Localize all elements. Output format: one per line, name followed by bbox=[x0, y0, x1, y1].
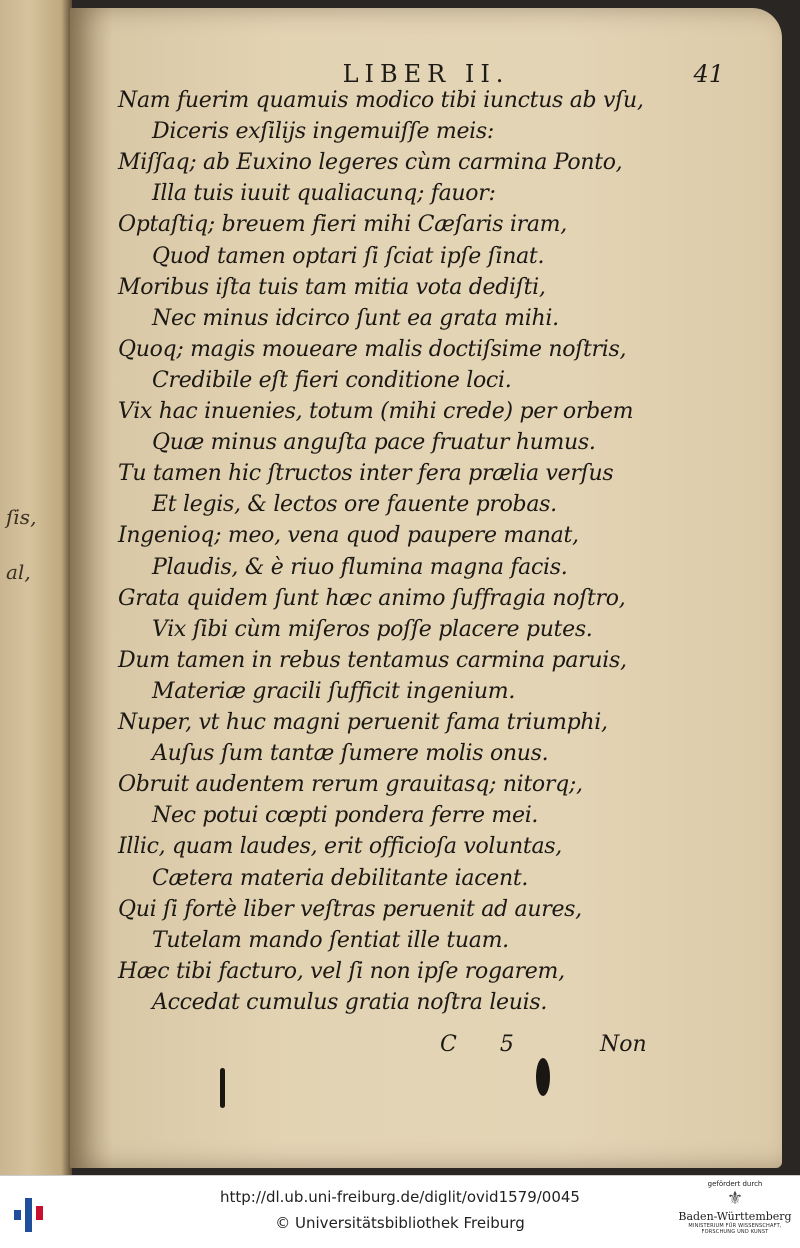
previous-page-edge bbox=[0, 0, 72, 1175]
sponsor-ministry: MINISTERIUM FÜR WISSENSCHAFT, FORSCHUNG UND KUNST bbox=[688, 1223, 782, 1235]
verse-line: Et legis, & lectos ore fauente probas. bbox=[152, 492, 557, 518]
verse-line: Vix ſibi cùm miſeros poſſe placere putes. bbox=[152, 616, 593, 642]
verse-line: Nec potui cœpti pondera ferre mei. bbox=[152, 803, 539, 829]
poem-body bbox=[70, 8, 782, 1168]
verse-line: Tutelam mando ſentiat ille tuam. bbox=[152, 927, 509, 953]
verse-line: Vix hac inuenies, totum (mihi crede) per orbem bbox=[118, 399, 634, 424]
verse-line: Nec minus idcirco ſunt ea grata mihi. bbox=[152, 305, 559, 331]
verse-line: Illa tuis iuuit qualiacunq; fauor: bbox=[152, 181, 496, 207]
verse-line: Diceris exſilijs ingemuiſſe meis: bbox=[152, 119, 495, 145]
verse-line: Nam fuerim quamuis modico tibi iunctus ab vſu, bbox=[118, 88, 644, 113]
verse-line: Tu tamen hic ſtructos inter fera prælia verſus bbox=[118, 461, 614, 487]
verse-line: Quoq; magis moueare malis doctiſsime noſtris, bbox=[118, 336, 627, 362]
sponsor-name: Baden-Württemberg bbox=[678, 1210, 792, 1223]
footer-copyright: © Universitätsbibliothek Freiburg bbox=[275, 1214, 525, 1232]
verse-line: Nuper, vt huc magni peruenit fama triumphi, bbox=[118, 710, 608, 735]
verse-line: Illic, quam laudes, erit officioſa voluntas, bbox=[118, 834, 562, 860]
verse-line: Miſſaq; ab Euxino legeres cùm carmina Ponto, bbox=[118, 150, 623, 176]
page-number: 41 bbox=[693, 60, 724, 88]
footer-url-link[interactable]: http://dl.ub.uni-freiburg.de/diglit/ovid1579/0045 bbox=[220, 1188, 580, 1206]
coat-of-arms-icon: ⚜ bbox=[726, 1188, 744, 1209]
sponsor-label: gefördert durch bbox=[707, 1180, 763, 1188]
ink-blot bbox=[536, 1058, 550, 1096]
verse-line: Moribus iſta tuis tam mitia vota dediſti, bbox=[118, 274, 546, 300]
sponsor-logo bbox=[676, 1180, 794, 1244]
verse-line: Cætera materia debilitante iacent. bbox=[152, 865, 529, 891]
verse-line: Quod tamen optari ſi ſciat ipſe ſinat. bbox=[152, 243, 545, 269]
signature-mark: C 5 bbox=[440, 1032, 532, 1057]
verse-line: Hæc tibi facturo, vel ſi non ipſe rogarem, bbox=[118, 958, 565, 984]
verse-line: Quæ minus anguſta pace fruatur humus. bbox=[152, 430, 596, 456]
ink-mark bbox=[220, 1068, 225, 1108]
book-page bbox=[70, 8, 782, 1168]
verse-line: Dum tamen in rebus tentamus carmina paruis, bbox=[118, 647, 627, 673]
verse-line: Materiæ gracili ſufficit ingenium. bbox=[152, 678, 516, 704]
verse-line: Ingenioq; meo, vena quod paupere manat, bbox=[118, 523, 579, 549]
verse-line: Accedat cumulus gratia noſtra leuis. bbox=[152, 989, 548, 1015]
verse-line: Qui ſi fortè liber veſtras peruenit ad aures, bbox=[118, 896, 582, 922]
verse-line: Obruit audentem rerum grauitasq; nitorq;, bbox=[118, 772, 583, 798]
previous-page-fragment: ſis, bbox=[6, 505, 37, 529]
running-head: LIBER II. bbox=[342, 60, 510, 88]
footer-bar bbox=[0, 1175, 800, 1248]
verse-line: Optaſtiq; breuem fieri mihi Cæſaris iram, bbox=[118, 212, 567, 238]
catchword: Non bbox=[600, 1032, 647, 1057]
verse-line: Auſus ſum tantæ ſumere molis onus. bbox=[152, 741, 549, 767]
verse-line: Credibile eſt fieri conditione loci. bbox=[152, 367, 512, 393]
verse-line: Grata quidem ſunt hæc animo ſuffragia noſtro, bbox=[118, 585, 626, 611]
previous-page-fragment: al, bbox=[6, 560, 31, 584]
verse-line: Plaudis, & è riuo flumina magna facis. bbox=[152, 554, 568, 580]
